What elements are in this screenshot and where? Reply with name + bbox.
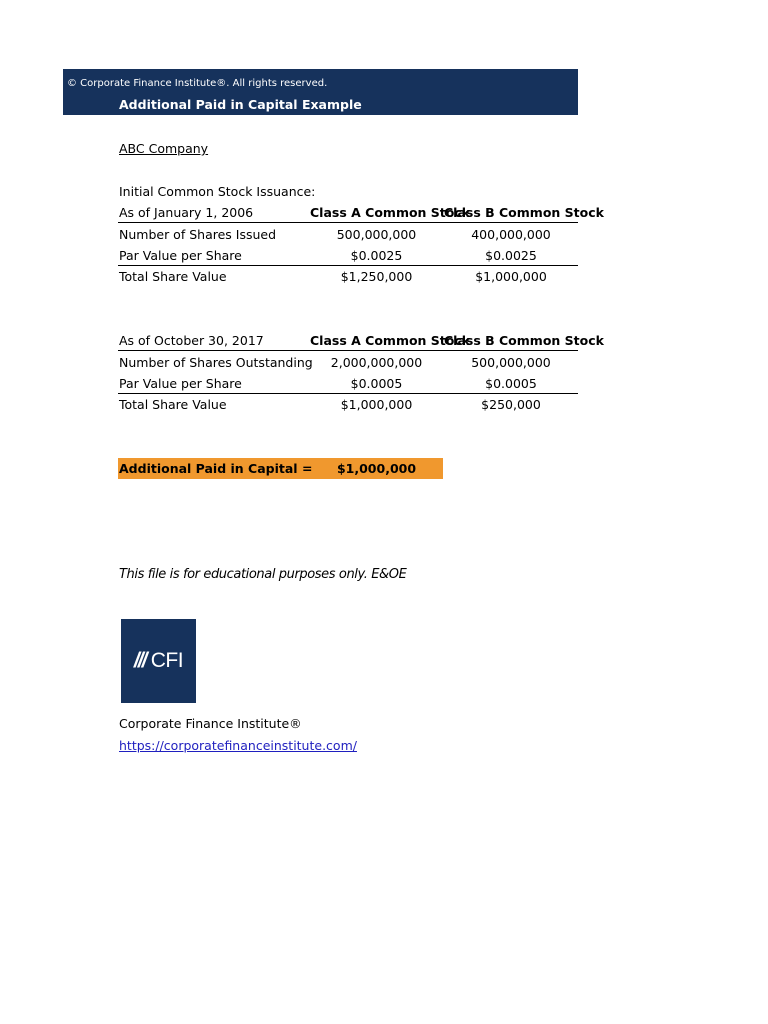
- current-row-label: Number of Shares Outstanding: [119, 355, 313, 370]
- initial-col-b-header: Class B Common Stock: [444, 205, 604, 220]
- initial-row-label: Par Value per Share: [119, 248, 242, 263]
- initial-row-value-b: 400,000,000: [471, 227, 551, 242]
- current-row-value-a: 2,000,000,000: [330, 355, 423, 370]
- current-row-value-b: $0.0005: [485, 376, 537, 391]
- cfi-logo-text: /// CFI: [133, 649, 184, 672]
- initial-date-label: As of January 1, 2006: [119, 205, 254, 220]
- disclaimer-text: This file is for educational purposes only. E&OE: [119, 567, 407, 582]
- table-rule: [118, 393, 578, 394]
- footer-org: Corporate Finance Institute®: [119, 716, 302, 731]
- initial-row-value-a: $0.0025: [350, 248, 403, 263]
- initial-row-value-a: $1,250,000: [340, 269, 413, 284]
- initial-row-label: Total Share Value: [119, 269, 227, 284]
- current-row-value-b: $250,000: [481, 397, 541, 412]
- initial-row-value-a: 500,000,000: [336, 227, 417, 242]
- page-title: Additional Paid in Capital Example: [119, 97, 362, 112]
- initial-section-title: Initial Common Stock Issuance:: [119, 184, 316, 199]
- cfi-logo: [121, 619, 196, 703]
- current-row-label: Par Value per Share: [119, 376, 242, 391]
- current-row-value-b: 500,000,000: [471, 355, 551, 370]
- apic-label: Additional Paid in Capital =: [119, 461, 313, 476]
- current-row-value-a: $1,000,000: [340, 397, 413, 412]
- current-col-a-header: Class A Common Stock: [310, 333, 471, 348]
- initial-row-value-b: $0.0025: [485, 248, 537, 263]
- current-row-value-a: $0.0005: [350, 376, 403, 391]
- copyright-text: © Corporate Finance Institute®. All rights reserved.: [67, 78, 328, 89]
- initial-col-a-header: Class A Common Stock: [310, 205, 471, 220]
- table-rule: [118, 350, 578, 351]
- website-link[interactable]: https://corporatefinanceinstitute.com/: [119, 738, 357, 753]
- table-rule: [118, 265, 578, 266]
- current-row-label: Total Share Value: [119, 397, 227, 412]
- table-rule: [118, 222, 578, 223]
- apic-value: $1,000,000: [336, 461, 417, 476]
- company-name: ABC Company: [119, 141, 209, 156]
- current-date-label: As of October 30, 2017: [119, 333, 264, 348]
- initial-row-value-b: $1,000,000: [475, 269, 547, 284]
- current-col-b-header: Class B Common Stock: [444, 333, 604, 348]
- initial-row-label: Number of Shares Issued: [119, 227, 277, 242]
